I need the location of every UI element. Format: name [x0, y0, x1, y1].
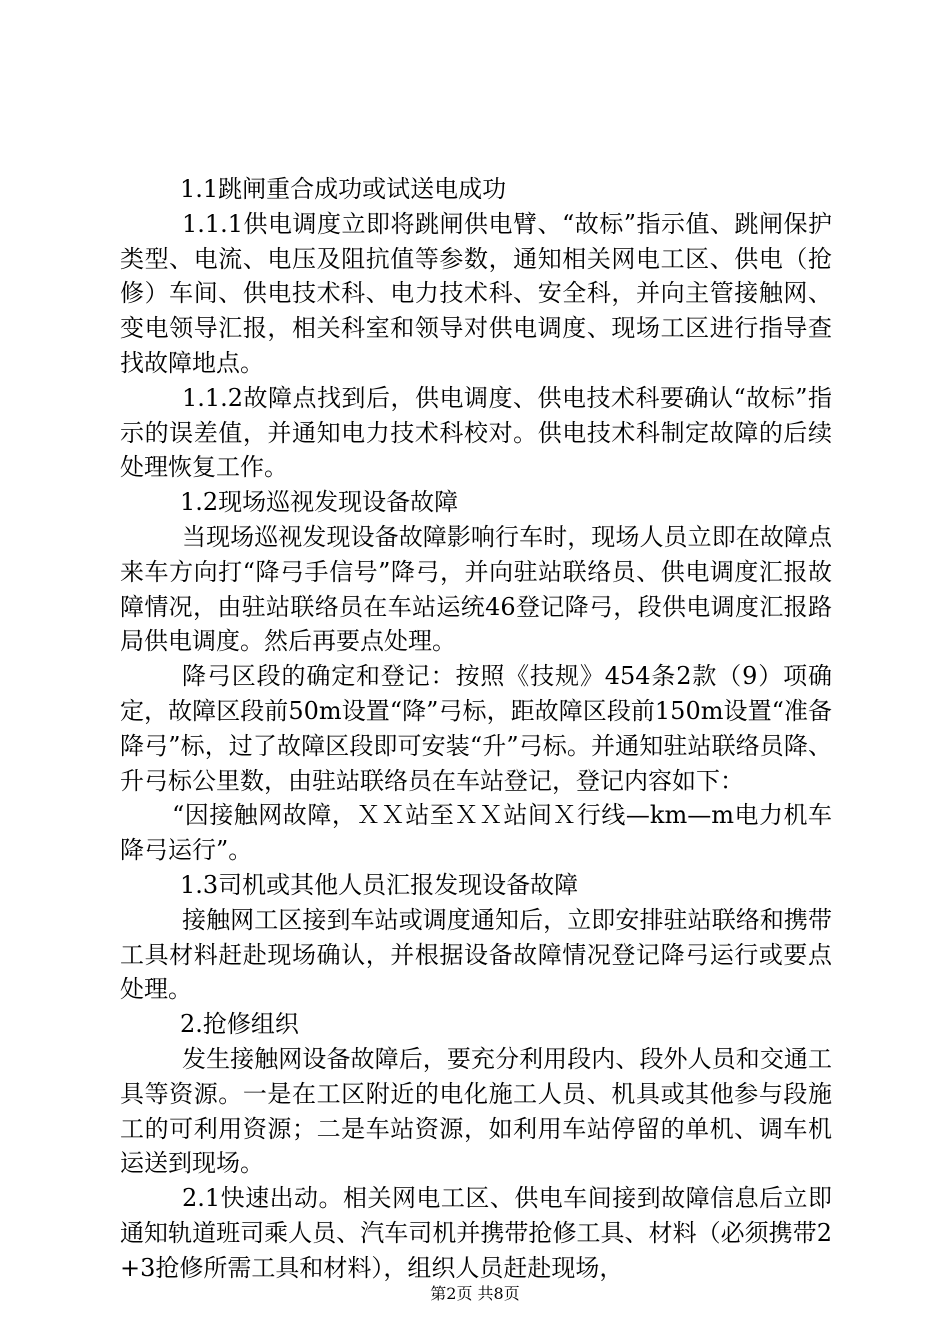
paragraph-driver-report: 接触网工区接到车站或调度通知后，立即安排驻站联络和携带工具材料赶赴现场确认，并根据设备故障情况登记降弓运行或要点处理。 — [120, 905, 832, 1004]
section-heading-2: 2.抢修组织 — [180, 1010, 299, 1039]
document-body — [120, 172, 832, 1286]
section-heading-1-2: 1.2现场巡视发现设备故障 — [180, 488, 459, 517]
paragraph-patrol: 当现场巡视发现设备故障影响行车时，现场人员立即在故障点来车方向打“降弓手信号”降弓，并向驻站联络员、供电调度汇报故障情况，由驻站联络员在车站运统46登记降弓，段供电调度汇报路局供电调度。然后再要点处理。 — [120, 522, 832, 656]
section-heading-1-1: 1.1跳闸重合成功或试送电成功 — [180, 175, 507, 203]
section-heading-1-3: 1.3司机或其他人员汇报发现设备故障 — [180, 870, 579, 899]
paragraph-registration-quote: “因接触网故障，ＸＸ站至ＸＸ站间Ｘ行线—km—m电力机车降弓运行”。 — [120, 801, 832, 865]
paragraph-2-1: 2.1快速出动。相关网电工区、供电车间接到故障信息后立即通知轨道班司乘人员、汽车司机并携带抢修工具、材料（必须携带2+3抢修所需工具和材料），组织人员赶赴现场， — [120, 1184, 832, 1282]
paragraph-lower-pantograph: 降弓区段的确定和登记：按照《技规》454条2款（9）项确定，故障区段前50m设置“降”弓标，距故障区段前150m设置“准备降弓”标，过了故障区段即可安装“升”弓标。并通知驻站联络员降、升弓标公里数，由驻站联络员在车站登记，登记内容如下： — [120, 662, 832, 795]
paragraph-1-1-2: 1.1.2故障点找到后，供电调度、供电技术科要确认“故标”指示的误差值，并通知电力技术科校对。供电技术科制定故障的后续处理恢复工作。 — [120, 383, 832, 482]
page-footer: 第2页 共8页 — [430, 1284, 520, 1303]
paragraph-repair-organization: 发生接触网设备故障后，要充分利用段内、段外人员和交通工具等资源。一是在工区附近的电化施工人员、机具或其他参与段施工的可利用资源；二是车站资源，如利用车站停留的单机、调车机运送到现场。 — [120, 1044, 832, 1178]
paragraph-1-1-1: 1.1.1供电调度立即将跳闸供电臂、“故标”指示值、跳闸保护类型、电流、电压及阻抗值等参数，通知相关网电工区、供电（抢修）车间、供电技术科、电力技术科、安全科，并向主管接触网、变电领导汇报，相关科室和领导对供电调度、现场工区进行指导查找故障地点。 — [120, 209, 832, 377]
